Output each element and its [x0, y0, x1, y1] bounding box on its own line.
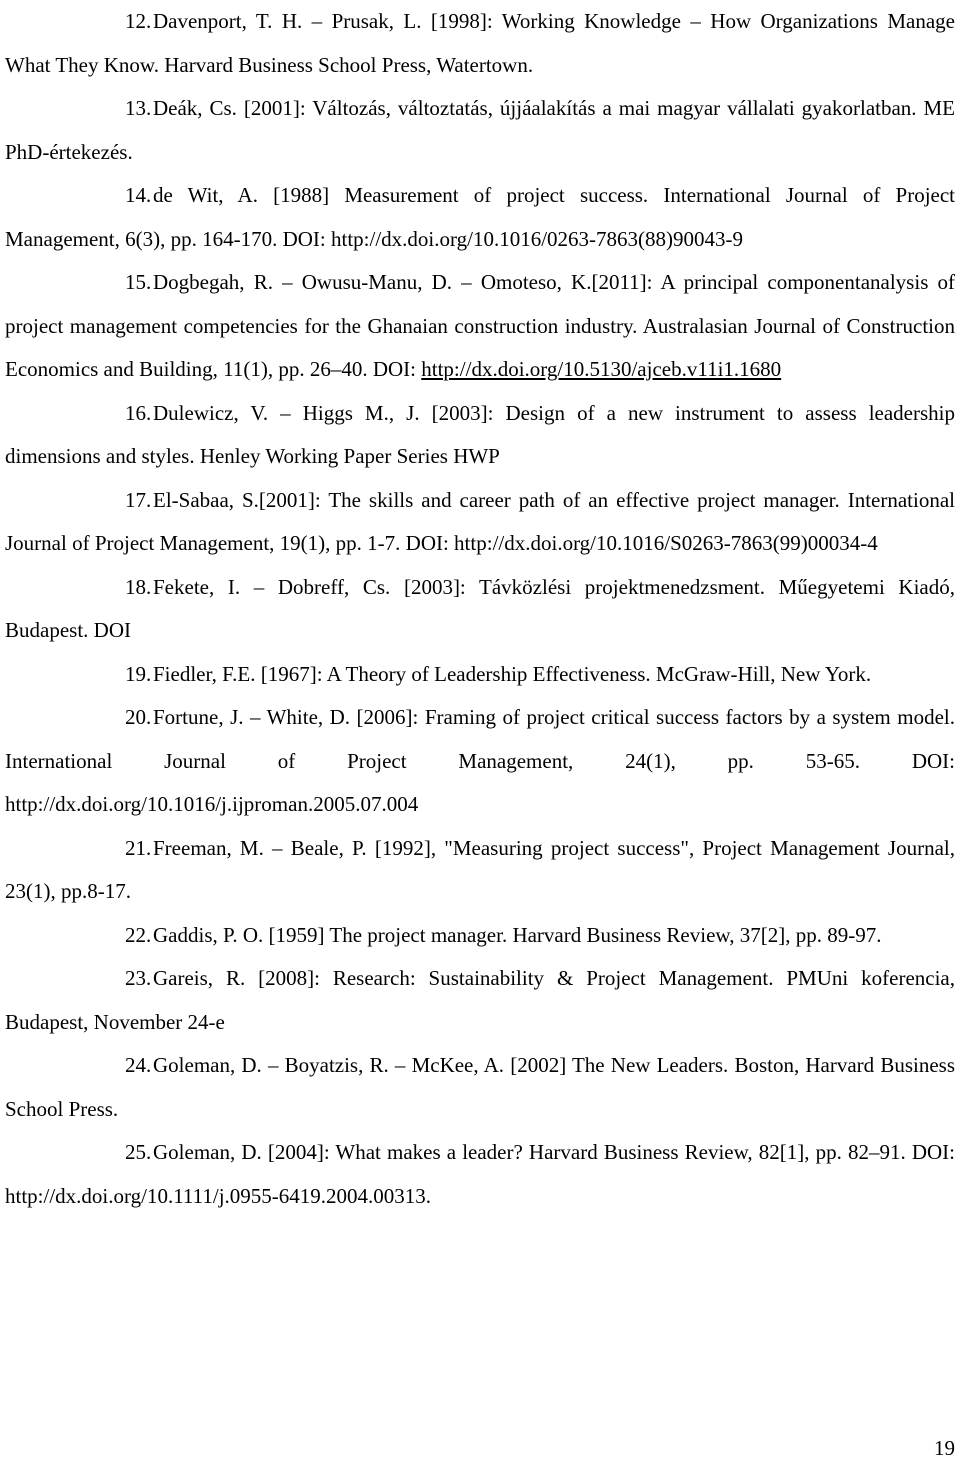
reference-text: de Wit, A. [1988] Measurement of project success. International Journal of Project Management, 6(3), pp. 164-170. DOI: http://dx.doi.org/10.1016/0263-7863(88)90043-9	[5, 183, 955, 251]
reference-text: Gaddis, P. O. [1959] The project manager. Harvard Business Review, 37[2], pp. 89-97.	[153, 922, 882, 947]
reference-text: Freeman, M. – Beale, P. [1992], "Measuring project success", Project Management Journal, 23(1), pp.8-17.	[5, 835, 955, 903]
reference-number: 19.	[125, 661, 152, 686]
reference-item	[5, 0, 955, 87]
reference-number: 12.	[125, 9, 152, 33]
reference-doi-link[interactable]: http://dx.doi.org/10.5130/ajceb.v11i1.1680	[421, 357, 782, 381]
reference-item	[5, 174, 955, 261]
reference-item	[5, 87, 955, 174]
reference-text: Davenport, T. H. – Prusak, L. [1998]: Working Knowledge – How Organizations Manage What They Know. Harvard Business School Press, Watertown.	[5, 9, 955, 77]
reference-item	[5, 653, 955, 697]
reference-number: 25.	[125, 1140, 152, 1164]
reference-number: 20.	[125, 705, 152, 729]
reference-number: 15.	[125, 270, 152, 294]
reference-item	[5, 1131, 955, 1218]
reference-number: 23.	[125, 966, 152, 990]
reference-number: 18.	[125, 574, 152, 599]
reference-item	[5, 566, 955, 653]
reference-text: Fiedler, F.E. [1967]: A Theory of Leadership Effectiveness. McGraw-Hill, New York.	[153, 661, 872, 686]
reference-number: 16.	[125, 400, 152, 425]
reference-item	[5, 261, 955, 392]
reference-number: 22.	[125, 922, 152, 947]
reference-item	[5, 479, 955, 566]
reference-item	[5, 914, 955, 958]
page-number: 19	[934, 1436, 955, 1460]
reference-item	[5, 392, 955, 479]
reference-text: Fekete, I. – Dobreff, Cs. [2003]: Távközlési projektmenedzsment. Műegyetemi Kiadó, Budapest. DOI	[5, 574, 955, 642]
reference-number: 17.	[125, 487, 152, 512]
reference-number: 24.	[125, 1053, 152, 1077]
reference-text: El-Sabaa, S.[2001]: The skills and career path of an effective project manager. International Journal of Project Management, 19(1), pp. 1-7. DOI: http://dx.doi.org/10.1016/S0263-7863(99)00034-4	[5, 487, 955, 555]
reference-text: Goleman, D. [2004]: What makes a leader? Harvard Business Review, 82[1], pp. 82–91. DOI: http://dx.doi.org/10.1111/j.0955-6419.2004.00313.	[5, 1140, 955, 1208]
reference-list	[5, 0, 955, 1218]
reference-text: Gareis, R. [2008]: Research: Sustainability & Project Management. PMUni koferencia, Budapest, November 24-e	[5, 966, 955, 1034]
reference-text: Dogbegah, R. – Owusu-Manu, D. – Omoteso, K.[2011]: A principal componentanalysis of project management competencies for the Ghanaian construction industry. Australasian Journal of Construction Economics and Building, 11(1), pp. 26–40. DOI:	[5, 270, 955, 381]
reference-item	[5, 957, 955, 1044]
reference-number: 21.	[125, 835, 152, 860]
reference-text: Deák, Cs. [2001]: Változás, változtatás, újjáalakítás a mai magyar vállalati gyakorlatban. ME PhD-értekezés.	[5, 96, 955, 164]
reference-number: 13.	[125, 96, 152, 120]
reference-text: Goleman, D. – Boyatzis, R. – McKee, A. [2002] The New Leaders. Boston, Harvard Business School Press.	[5, 1053, 955, 1121]
reference-item	[5, 696, 955, 827]
reference-text: Dulewicz, V. – Higgs M., J. [2003]: Design of a new instrument to assess leadership dimensions and styles. Henley Working Paper Series HWP	[5, 400, 955, 468]
reference-text: Fortune, J. – White, D. [2006]: Framing of project critical success factors by a system model. International Journal of Project Management, 24(1), pp. 53-65. DOI: http://dx.doi.org/10.1016/j.ijproman.2005.07.004	[5, 705, 955, 816]
reference-item	[5, 1044, 955, 1131]
reference-number: 14.	[125, 183, 152, 207]
reference-item	[5, 827, 955, 914]
